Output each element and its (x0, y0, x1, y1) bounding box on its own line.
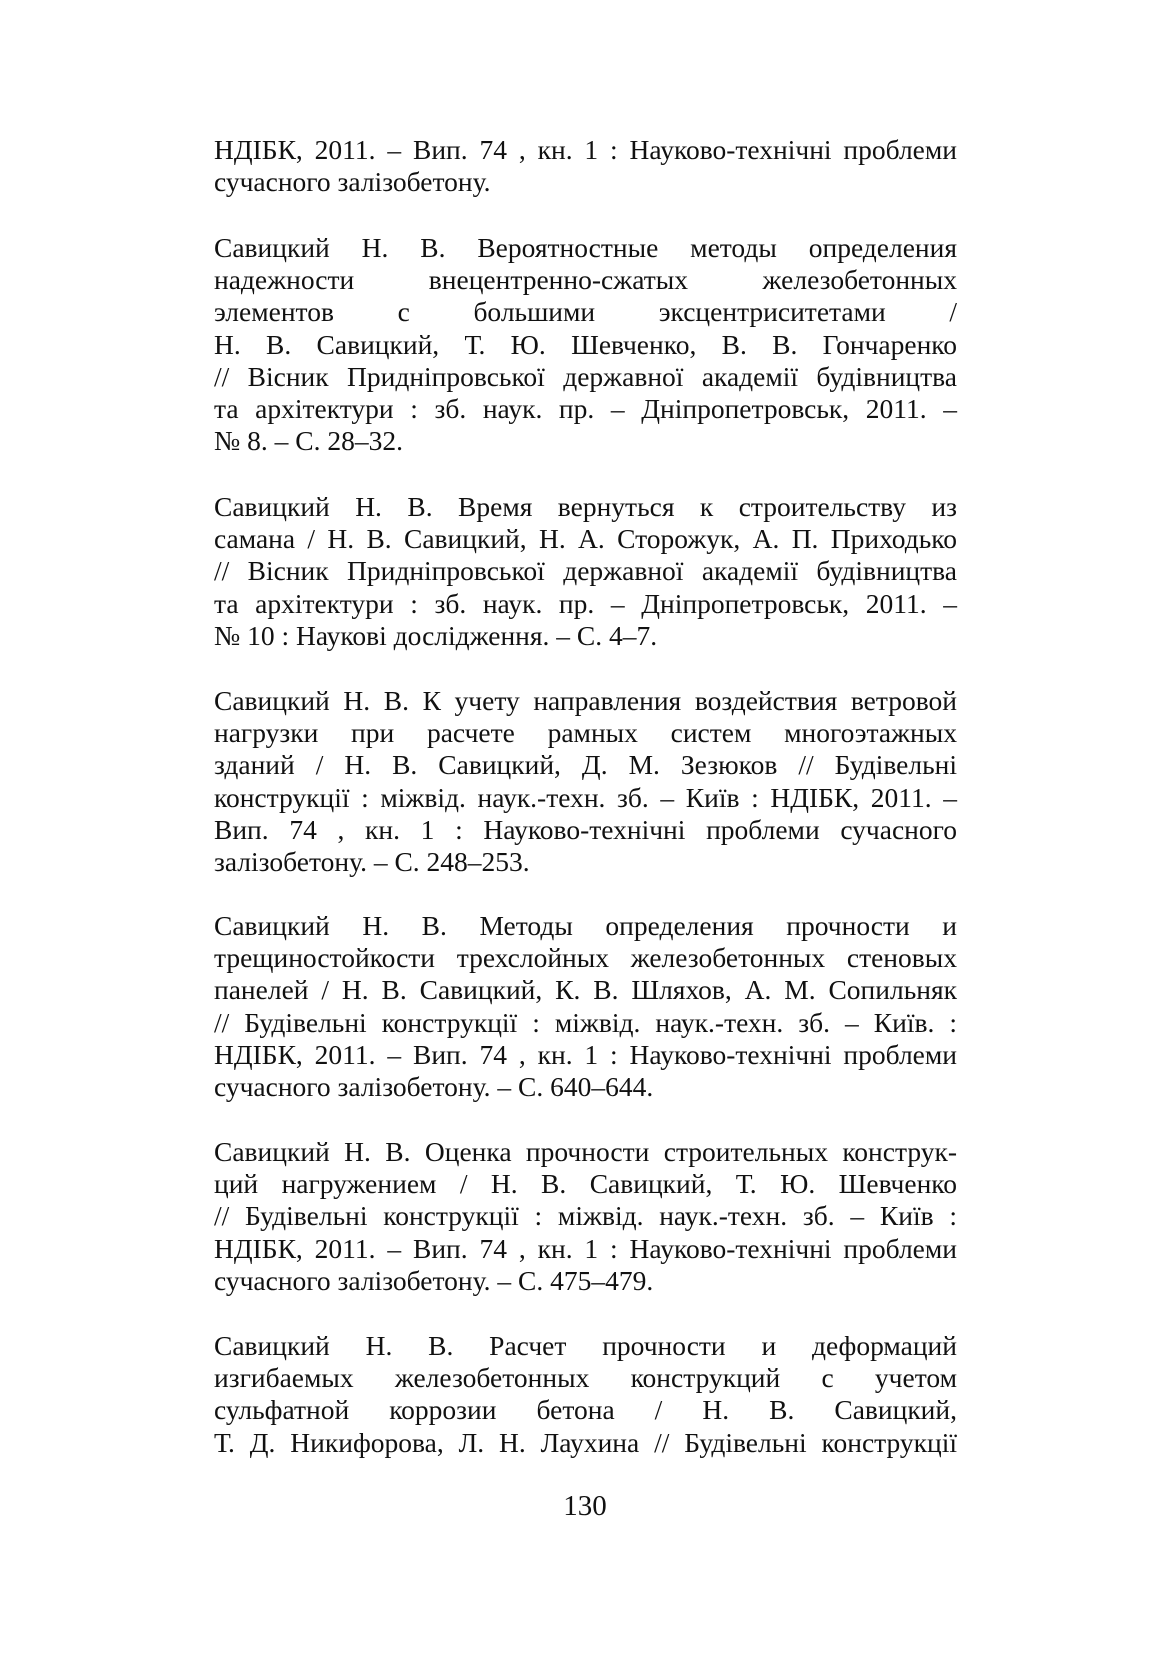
entry-line: // Будівельні конструкції : міжвід. наук.-техн. зб. – Київ : (214, 1200, 957, 1232)
entry-line: // Вісник Придніпровської державної академії будівництва (214, 360, 957, 392)
entry-line: № 10 : Наукові дослідження. – С. 4–7. (214, 619, 658, 651)
entry-line: Савицкий Н. В. К учету направления воздействия ветровой (214, 685, 957, 716)
entry-line: НДІБК, 2011. – Вип. 74 , кн. 1 : Науково-технічні проблеми (214, 1232, 957, 1264)
entry-line: изгибаемых железобетонных конструкций с учетом (214, 1362, 957, 1394)
entry-line: конструкції : міжвід. наук.-техн. зб. – Київ : НДІБК, 2011. – (214, 781, 957, 813)
entry-line: надежности внецентренно-сжатых железобетонных (214, 264, 957, 296)
entry-line: Вип. 74 , кн. 1 : Науково-технічні проблеми сучасного (214, 813, 957, 845)
entry-line: сучасного залізобетону. – С. 640–644. (214, 1071, 654, 1103)
entry-line: Савицкий Н. В. Время вернуться к строительству из (214, 491, 957, 522)
entry-line: сучасного залізобетону. (214, 166, 491, 198)
entry-line: панелей / Н. В. Савицкий, К. В. Шляхов, А. М. Сопильняк (214, 974, 957, 1006)
entry-line: элементов с большими эксцентриситетами / (214, 296, 957, 328)
bibliography-entry (214, 134, 957, 198)
entry-line: НДІБК, 2011. – Вип. 74 , кн. 1 : Науково-технічні проблеми (214, 1038, 957, 1070)
entry-line: Савицкий Н. В. Оценка прочности строительных конструк- (214, 1136, 957, 1167)
entry-line: Т. Д. Никифорова, Л. Н. Лаухина // Будівельні конструкції (214, 1426, 957, 1458)
entry-line: та архітектури : зб. наук. пр. – Дніпропетровськ, 2011. – (214, 587, 957, 619)
entry-line: // Будівельні конструкції : міжвід. наук.-техн. зб. – Київ. : (214, 1006, 957, 1038)
entry-line: НДІБК, 2011. – Вип. 74 , кн. 1 : Науково-технічні проблеми (214, 134, 957, 165)
entry-line: сучасного залізобетону. – С. 475–479. (214, 1264, 654, 1296)
entry-line: трещиностойкости трехслойных железобетонных стеновых (214, 942, 957, 974)
entry-line: нагрузки при расчете рамных систем многоэтажных (214, 717, 957, 749)
entry-line: сульфатной коррозии бетона / Н. В. Савицкий, (214, 1394, 957, 1426)
page-number: 130 (563, 1490, 607, 1522)
bibliography-entry (214, 910, 957, 1103)
entry-line: № 8. – С. 28–32. (214, 425, 403, 457)
bibliography-entry (214, 232, 957, 457)
bibliography-entry (214, 491, 957, 652)
bibliography-entry (214, 1330, 957, 1459)
entry-line: зданий / Н. В. Савицкий, Д. М. Зезюков // Будівельні (214, 749, 957, 781)
entry-line: Савицкий Н. В. Методы определения прочности и (214, 910, 957, 941)
bibliography-entry (214, 1136, 957, 1297)
entry-line: ций нагружением / Н. В. Савицкий, Т. Ю. Шевченко (214, 1168, 957, 1200)
entry-line: самана / Н. В. Савицкий, Н. А. Сторожук, А. П. Приходько (214, 523, 957, 555)
entry-line: Н. В. Савицкий, Т. Ю. Шевченко, В. В. Гончаренко (214, 328, 957, 360)
entry-line: Савицкий Н. В. Расчет прочности и деформаций (214, 1330, 957, 1361)
entry-line: та архітектури : зб. наук. пр. – Дніпропетровськ, 2011. – (214, 393, 957, 425)
entry-line: Савицкий Н. В. Вероятностные методы определения (214, 232, 957, 263)
entry-line: // Вісник Придніпровської державної академії будівництва (214, 555, 957, 587)
bibliography-entry (214, 685, 957, 878)
entry-line: залізобетону. – С. 248–253. (214, 846, 530, 878)
